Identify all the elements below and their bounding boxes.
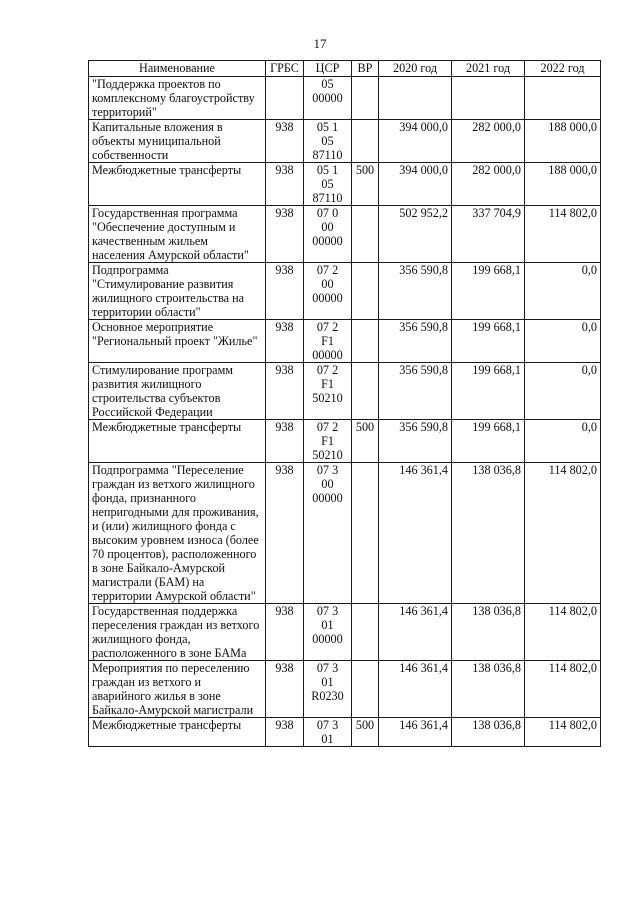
cell-2022: 0,0 [525, 363, 601, 420]
table-row [89, 163, 601, 206]
cell-grbs [266, 77, 304, 120]
cell-2021: 199 668,1 [452, 363, 525, 420]
cell-name: Государственная программа "Обеспечение доступным и качественным жильем населения Амурской области" [89, 206, 266, 263]
cell-2020: 146 361,4 [379, 718, 452, 747]
cell-2020: 356 590,8 [379, 263, 452, 320]
cell-2021 [452, 77, 525, 120]
cell-2021: 199 668,1 [452, 263, 525, 320]
cell-2021: 138 036,8 [452, 718, 525, 747]
cell-vr [352, 320, 379, 363]
cell-vr [352, 604, 379, 661]
cell-2022: 188 000,0 [525, 120, 601, 163]
table-row [89, 320, 601, 363]
cell-csr: 07 3 01 00000 [304, 604, 352, 661]
header-2021: 2021 год [452, 61, 525, 77]
cell-grbs: 938 [266, 604, 304, 661]
cell-name: Стимулирование программ развития жилищного строительства субъектов Российской Федерации [89, 363, 266, 420]
cell-vr [352, 263, 379, 320]
cell-grbs: 938 [266, 463, 304, 604]
cell-2020: 146 361,4 [379, 604, 452, 661]
table-row [89, 206, 601, 263]
cell-2020 [379, 77, 452, 120]
cell-grbs: 938 [266, 263, 304, 320]
header-csr: ЦСР [304, 61, 352, 77]
cell-name: Основное мероприятие "Региональный проект "Жилье" [89, 320, 266, 363]
cell-vr [352, 363, 379, 420]
table-row [89, 120, 601, 163]
cell-name: Подпрограмма "Переселение граждан из ветхого жилищного фонда, признанного непригодными для проживания, и (или) жилищного фонда с высоким уровнем износа (более 70 процентов), расположенного в зоне Байкало-Амурской магистрали (БАМ) на территории Амурской области" [89, 463, 266, 604]
cell-name: Межбюджетные трансферты [89, 718, 266, 747]
cell-csr: 07 3 00 00000 [304, 463, 352, 604]
table-row [89, 604, 601, 661]
cell-csr: 05 00000 [304, 77, 352, 120]
cell-2020: 356 590,8 [379, 363, 452, 420]
cell-2022: 114 802,0 [525, 604, 601, 661]
cell-grbs: 938 [266, 206, 304, 263]
cell-2020: 394 000,0 [379, 163, 452, 206]
header-2022: 2022 год [525, 61, 601, 77]
budget-table [88, 60, 601, 747]
cell-vr: 500 [352, 420, 379, 463]
cell-2021: 337 704,9 [452, 206, 525, 263]
header-vr: ВР [352, 61, 379, 77]
cell-name: Мероприятия по переселению граждан из ветхого и аварийного жилья в зоне Байкало-Амурской магистрали [89, 661, 266, 718]
table-row [89, 420, 601, 463]
cell-csr: 07 2 00 00000 [304, 263, 352, 320]
header-name: Наименование [89, 61, 266, 77]
cell-csr: 07 3 01 [304, 718, 352, 747]
cell-csr: 07 2 F1 50210 [304, 363, 352, 420]
cell-grbs: 938 [266, 363, 304, 420]
cell-name: Подпрограмма "Стимулирование развития жилищного строительства на территории области" [89, 263, 266, 320]
cell-csr: 07 2 F1 50210 [304, 420, 352, 463]
cell-vr [352, 463, 379, 604]
cell-2022: 0,0 [525, 320, 601, 363]
cell-2022 [525, 77, 601, 120]
cell-2022: 114 802,0 [525, 463, 601, 604]
cell-2020: 394 000,0 [379, 120, 452, 163]
header-grbs: ГРБС [266, 61, 304, 77]
cell-csr: 07 0 00 00000 [304, 206, 352, 263]
cell-2021: 199 668,1 [452, 320, 525, 363]
cell-2022: 114 802,0 [525, 206, 601, 263]
cell-name: Межбюджетные трансферты [89, 163, 266, 206]
cell-grbs: 938 [266, 120, 304, 163]
cell-vr [352, 206, 379, 263]
cell-name: Межбюджетные трансферты [89, 420, 266, 463]
cell-grbs: 938 [266, 163, 304, 206]
cell-grbs: 938 [266, 420, 304, 463]
cell-2020: 146 361,4 [379, 463, 452, 604]
table-header-row [89, 61, 601, 77]
page-number: 17 [313, 36, 327, 51]
table-row [89, 661, 601, 718]
header-2020: 2020 год [379, 61, 452, 77]
cell-grbs: 938 [266, 661, 304, 718]
cell-2022: 0,0 [525, 263, 601, 320]
table-row [89, 363, 601, 420]
cell-2022: 114 802,0 [525, 661, 601, 718]
cell-name: Капитальные вложения в объекты муниципальной собственности [89, 120, 266, 163]
cell-2021: 282 000,0 [452, 163, 525, 206]
cell-2020: 502 952,2 [379, 206, 452, 263]
cell-vr [352, 120, 379, 163]
cell-2021: 138 036,8 [452, 604, 525, 661]
cell-2022: 114 802,0 [525, 718, 601, 747]
cell-grbs: 938 [266, 320, 304, 363]
cell-name: "Поддержка проектов по комплексному благоустройству территорий" [89, 77, 266, 120]
cell-2020: 356 590,8 [379, 420, 452, 463]
cell-csr: 07 3 01 R0230 [304, 661, 352, 718]
table-row [89, 718, 601, 747]
cell-csr: 05 1 05 87110 [304, 163, 352, 206]
cell-vr [352, 77, 379, 120]
cell-grbs: 938 [266, 718, 304, 747]
cell-vr: 500 [352, 163, 379, 206]
table-row [89, 77, 601, 120]
cell-2021: 199 668,1 [452, 420, 525, 463]
table-row [89, 463, 601, 604]
cell-2020: 146 361,4 [379, 661, 452, 718]
cell-2021: 138 036,8 [452, 661, 525, 718]
cell-name: Государственная поддержка переселения граждан из ветхого жилищного фонда, расположенного в зоне БАМа [89, 604, 266, 661]
cell-2021: 282 000,0 [452, 120, 525, 163]
cell-2022: 188 000,0 [525, 163, 601, 206]
cell-vr: 500 [352, 718, 379, 747]
cell-csr: 07 2 F1 00000 [304, 320, 352, 363]
cell-2021: 138 036,8 [452, 463, 525, 604]
cell-2020: 356 590,8 [379, 320, 452, 363]
cell-vr [352, 661, 379, 718]
cell-2022: 0,0 [525, 420, 601, 463]
table-row [89, 263, 601, 320]
cell-csr: 05 1 05 87110 [304, 120, 352, 163]
